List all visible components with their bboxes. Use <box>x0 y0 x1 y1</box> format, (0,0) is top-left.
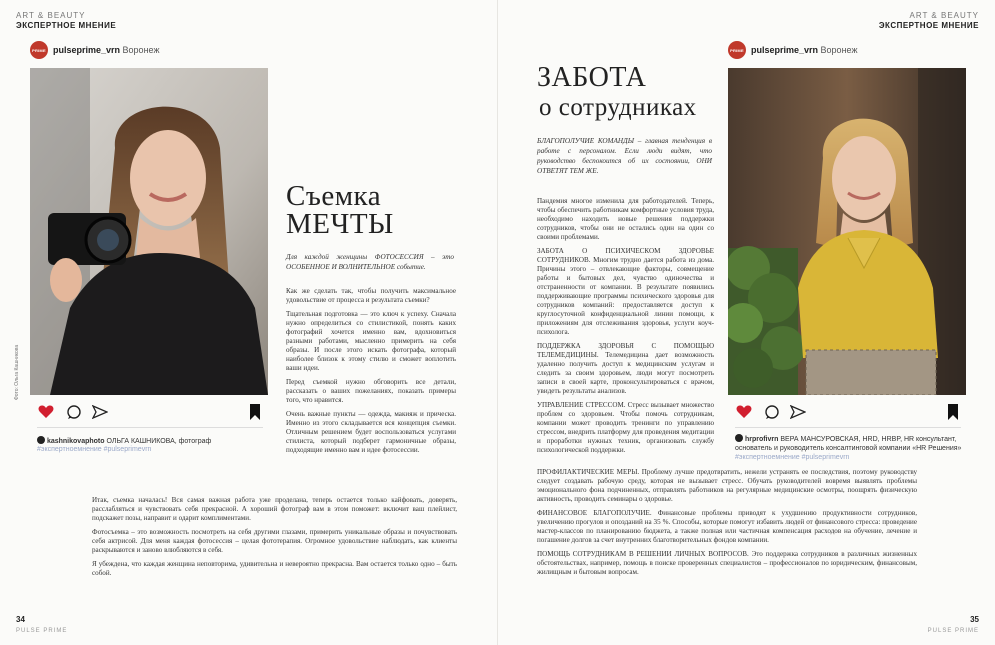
photo-credit <box>14 330 22 400</box>
account-location: Воронеж <box>820 45 858 55</box>
paragraph: ЗАБОТА О ПСИХИЧЕСКОМ ЗДОРОВЬЕ СОТРУДНИКОВ. Многим трудно дается работа из дома. Причины этого – отвлекающие факторы, совмещение работы и бытовых дел, чувство одиночества и отстраненности от компании. В результате появились поддерживающие программы психического здоровья для сотрудников компаний: предоставляется доступ к круглосуточной конфиденциальной линии помощи, к приложениям для отслеживания здоровья, услуги коуч-психолога. <box>537 247 714 336</box>
heart-icon[interactable] <box>735 405 753 419</box>
comment-icon[interactable] <box>763 405 781 420</box>
caption-avatar-icon <box>37 436 45 444</box>
subsection-label: ЭКСПЕРТНОЕ МНЕНИЕ <box>878 21 979 30</box>
paragraph: ПОДДЕРЖКА ЗДОРОВЬЯ С ПОМОЩЬЮ ТЕЛЕМЕДИЦИНЫ. Телемедицина дает возможность удаленно получить доступ к медицинским услугам и следить за своим здоровьем, люди могут посмотреть записи в своей карте, проконсультироваться с врачом, увидеть результаты анализов. <box>537 342 714 395</box>
paragraph: Фотосъемка – это возможность посмотреть на себя другими глазами, примерить уникальные образы и почувствовать себя актрисой. Для меня каждая фотосессия – целая фототерапия. Огромное удовольствие наблюдать, как клиенты раскрываются и заново влюбляются в себя. <box>92 528 457 554</box>
caption-tags[interactable]: #экспертноемнение #pulseprimevrn <box>735 454 850 461</box>
paragraph: Итак, съемка началась! Вся самая важная работа уже проделана, теперь остается только кайфовать, доверять, расслабляться и чувствовать себя прекрасной. А хороший фотограф вам в этом поможет: включит ваш плейлист, подскажет позы, направит и одарит комплиментами. <box>92 496 457 522</box>
caption-divider <box>735 427 961 428</box>
article-lead: БЛАГОПОЛУЧИЕ КОМАНДЫ – главная тенденция в работе с персоналом. Если люди видят, что руководство беспокоится об их состоянии, ОНИ ОТВЕТЯТ ТЕМ ЖЕ. <box>537 137 712 175</box>
post-actions <box>735 403 961 421</box>
article-lead: Для каждой женщины ФОТОСЕССИЯ – это ОСОБЕННОЕ И ВОЛНИТЕЛЬНОЕ событие. <box>286 253 454 271</box>
paragraph: ПОМОЩЬ СОТРУДНИКАМ В РЕШЕНИИ ЛИЧНЫХ ВОПРОСОВ. Это поддержка сотрудников в различных жизненных обстоятельствах, например, помощь в поиске проверенных специалистов – профессионалов по юридическим, финансовым, жилищным и бытовым вопросам. <box>537 550 917 576</box>
brand-logo[interactable] <box>728 41 746 59</box>
brand-logo[interactable] <box>30 41 48 59</box>
caption-text: ВЕРА МАНСУРОВСКАЯ, HRD, HRBP, HR консультант, основатель и руководитель консалтинговой компании «HR Решения» <box>735 436 962 452</box>
photographer-portrait <box>30 68 268 395</box>
post-caption <box>37 436 277 446</box>
paragraph: Как же сделать так, чтобы получить максимальное удовольствие от процесса и результата съемки? <box>286 287 456 304</box>
section-label: ART & BEAUTY <box>909 11 979 20</box>
share-icon[interactable] <box>91 405 109 419</box>
brand-logo-text: PRIME <box>32 47 46 53</box>
paragraph: ФИНАНСОВОЕ БЛАГОПОЛУЧИЕ. Финансовые проблемы приводят к ухудшению продуктивности сотрудников, увеличению прогулов и опозданий на 35 %. Способы, которые помогут избавить людей от финансового стресса: проведение мастер-классов по планированию бюджета, а также полная или частичная компенсация расходов на обучение, лечение и погашение долгов за счет внутренних благотворительных фондов компании. <box>537 509 917 544</box>
magazine-name: PULSE PRIME <box>927 628 979 634</box>
brand-logo-text: PRIME <box>730 47 744 53</box>
article-title-line1: Съемка <box>286 180 382 212</box>
post-header <box>751 45 857 55</box>
photo-credit-text: Фото: Ольга Кашникова <box>14 344 20 400</box>
caption-divider <box>37 427 263 428</box>
paragraph: УПРАВЛЕНИЕ СТРЕССОМ. Стресс вызывает множество проблем со здоровьем. Чтобы помочь сотрудникам, компании может проводить тренинги по управлению стрессом, внедрить платформу для проведения медитации и проработки нужных техник, организовать службу психологической поддержки. <box>537 401 714 454</box>
article-title-line2: о сотрудниках <box>539 94 697 121</box>
article-wide-text <box>537 468 917 582</box>
caption-avatar-icon <box>735 434 743 442</box>
paragraph: Перед съемкой нужно обговорить все детали, рассказать о ваших пожеланиях, показать примеры того, что нравится. <box>286 378 456 404</box>
heart-icon[interactable] <box>37 405 55 419</box>
caption-handle[interactable]: hrprofivrn <box>744 436 779 443</box>
subsection-label: ЭКСПЕРТНОЕ МНЕНИЕ <box>16 21 117 30</box>
bookmark-icon[interactable] <box>945 404 961 420</box>
caption-tags[interactable]: #экспертноемнение #pulseprimevrn <box>37 446 152 453</box>
paragraph: Я убеждена, что каждая женщина неповторима, удивительна и невероятно прекрасна. Вам остается только одно – быть собой. <box>92 560 457 577</box>
caption-text: ОЛЬГА КАШНИКОВА, фотограф <box>106 438 212 445</box>
page-number: 34 <box>16 615 25 624</box>
consultant-portrait <box>728 68 966 395</box>
post-header <box>53 45 159 55</box>
section-label: ART & BEAUTY <box>16 11 86 20</box>
paragraph: Очень важные пункты — одежда, макияж и прическа. Именно из этого складывается вся концепция съемки. Отличным решением будет воспользоваться услугами стилиста, который подберет гармоничные образы, подходящие именно вам и идее фотосессии. <box>286 410 456 454</box>
magazine-name: PULSE PRIME <box>16 628 68 634</box>
account-name[interactable]: pulseprime_vrn <box>751 45 819 55</box>
paragraph: Пандемия многое изменила для работодателей. Теперь, чтобы обеспечить работникам комфортные условия труда, необходимо находить новые решения поддержки сотрудников, чтобы они не остались один на один со своими проблемами. <box>537 197 714 241</box>
post-photo <box>30 68 268 395</box>
article-title-line1: ЗАБОТА <box>537 62 647 93</box>
article-title-line2: МЕЧТЫ <box>286 208 394 240</box>
caption-handle[interactable]: kashnikovaphoto <box>46 438 105 445</box>
spread-gutter <box>497 0 498 645</box>
bookmark-icon[interactable] <box>247 404 263 420</box>
paragraph: ПРОФИЛАКТИЧЕСКИЕ МЕРЫ. Проблему лучше предотвратить, нежели устранять ее последствия, поэтому руководству следует создавать рабочую среду, которая не вызывает стресс. Обучать руководителей вовремя выявлять проблемы эмоционального фона подчиненных, отправлять работников на регулярные медицинские осмотры, поощрять физическую активность, проводить семинары о здоровье. <box>537 468 917 503</box>
share-icon[interactable] <box>789 405 807 419</box>
comment-icon[interactable] <box>65 405 83 420</box>
article-wide-text <box>92 496 457 583</box>
article-column <box>286 287 456 460</box>
paragraph: Тщательная подготовка — это ключ к успеху. Сначала нужно определиться со стилистикой, понять каких фотографий хочется именно вам, вдохновиться разными работами, мысленно примерить на себя образы. И после этого искать фотографа, который наиболее близок к этому стилю и сможет воплотить ваши идеи. <box>286 310 456 372</box>
post-photo <box>728 68 966 395</box>
article-column <box>537 197 714 460</box>
post-caption <box>735 434 973 453</box>
post-actions <box>37 403 263 421</box>
account-location: Воронеж <box>122 45 160 55</box>
account-name[interactable]: pulseprime_vrn <box>53 45 121 55</box>
page-number: 35 <box>970 615 979 624</box>
